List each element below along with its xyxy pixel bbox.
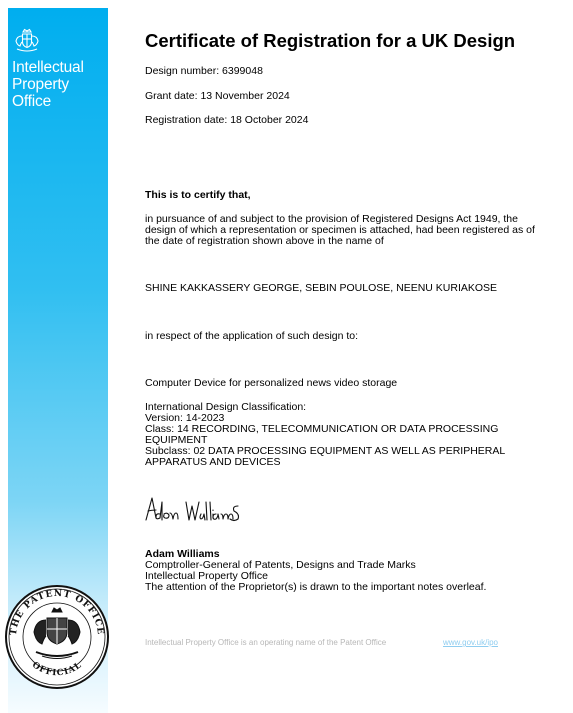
certify-heading: This is to certify that, <box>145 189 251 201</box>
ipo-name: Intellectual Property Office <box>12 59 84 110</box>
classification-subclass: Subclass: 02 DATA PROCESSING EQUIPMENT AS WELL AS PERIPHERAL APPARATUS AND DEVICES <box>145 445 505 468</box>
seal-bottom-text: OFFICIAL <box>29 660 85 679</box>
signatory-block <box>145 549 540 593</box>
classification-version: Version: 14-2023 <box>145 412 225 424</box>
proprietor-names: SHINE KAKKASSERY GEORGE, SEBIN POULOSE, NEENU KURIAKOSE <box>145 282 498 294</box>
registration-date: Registration date: 18 October 2024 <box>145 114 309 126</box>
ipo-logo <box>12 28 102 110</box>
certify-text: in pursuance of and subject to the provision of Registered Designs Act 1949, the design of which a representation or specimen is attached, had been registered as of the date of registration shown above in the name of <box>145 213 535 247</box>
signature <box>142 492 272 528</box>
grant-date: Grant date: 13 November 2024 <box>145 90 290 102</box>
signatory-role: Comptroller-General of Patents, Designs and Trade Marks <box>145 559 416 571</box>
design-number: Design number: 6399048 <box>145 65 263 77</box>
footer-operating-name: Intellectual Property Office is an operating name of the Patent Office <box>145 638 387 647</box>
respect-text: in respect of the application of such design to: <box>145 330 359 342</box>
proprietor-note: The attention of the Proprietor(s) is drawn to the important notes overleaf. <box>145 581 487 593</box>
classification-heading: International Design Classification: <box>145 401 307 413</box>
product-description: Computer Device for personalized news video storage <box>145 377 398 389</box>
signatory-name: Adam Williams <box>145 548 220 560</box>
royal-crest-icon <box>14 28 40 52</box>
signatory-organisation: Intellectual Property Office <box>145 570 268 582</box>
certificate-title: Certificate of Registration for a UK Design <box>145 30 516 51</box>
seal-top-text: THE PATENT OFFICE <box>8 588 106 636</box>
patent-office-seal <box>2 582 112 692</box>
classification-class: Class: 14 RECORDING, TELECOMMUNICATION OR DATA PROCESSING EQUIPMENT <box>145 423 499 446</box>
classification-block <box>145 402 540 468</box>
footer-ipo-link[interactable]: www.gov.uk/ipo <box>443 638 498 647</box>
